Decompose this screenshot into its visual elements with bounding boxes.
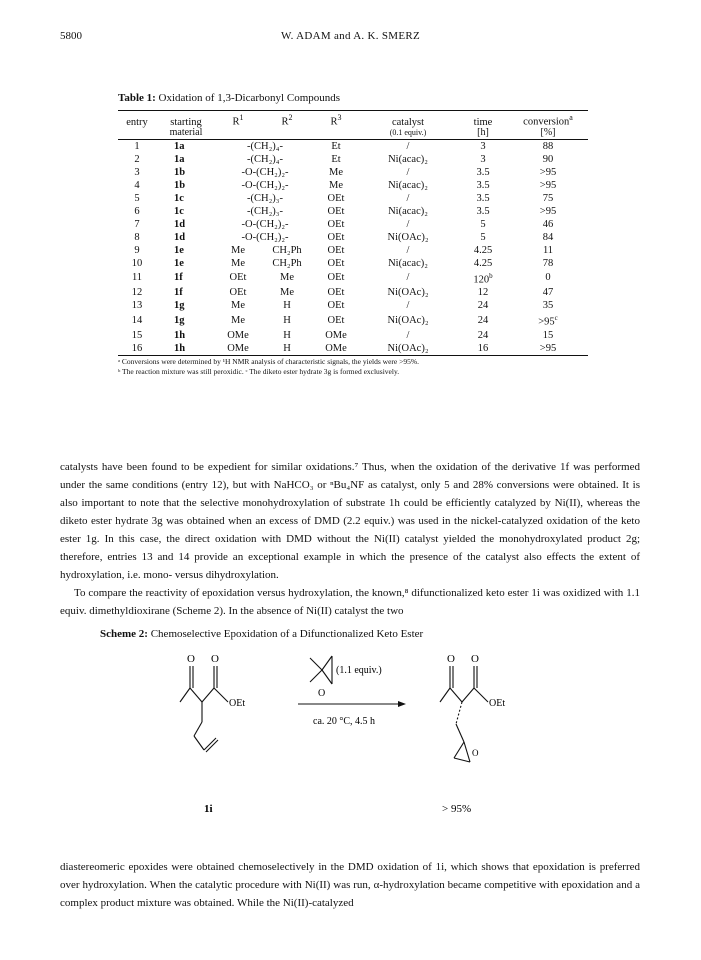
cell-material: 1d [174, 231, 186, 243]
table-footnotes [118, 357, 588, 377]
ester-o-left: O [211, 653, 219, 665]
cell-r2: H [260, 342, 314, 356]
cell-r3: OEt [327, 300, 345, 311]
cell-material: 1f [174, 272, 183, 284]
cell-r1-r2: -O-(CH₂)₂- [241, 231, 289, 243]
running-head: W. ADAM and A. K. SMERZ [280, 30, 421, 42]
cell-material: 1h [156, 342, 216, 356]
cell-entry: 3 [134, 166, 140, 178]
cell-time: 16 [458, 342, 508, 356]
header-catalyst-equiv: (0.1 equiv.) [358, 128, 458, 140]
cell-conversion: 0 [545, 272, 551, 284]
table-row [118, 329, 588, 342]
cell-r3: OEt [327, 218, 345, 230]
cell-entry: 4 [134, 179, 140, 191]
cell-r2: H [283, 329, 291, 341]
cell-r1: Me [231, 300, 245, 311]
arrow-head [398, 701, 406, 707]
table-row [118, 286, 588, 299]
cell-material: 1c [174, 205, 184, 217]
cell-r3: OEt [327, 272, 345, 284]
cell-r1: Me [231, 257, 245, 269]
cell-catalyst: / [406, 140, 410, 152]
cell-material: 1f [174, 287, 183, 298]
table-row [118, 270, 588, 287]
cell-r1-r2: -(CH₂)₃- [247, 192, 283, 204]
cell-conversion: 75 [542, 192, 554, 204]
paragraph-2: To compare the reactivity of epoxidation versus hydroxylation, the known,⁸ difunctionalized keto ester 1i was oxidized with 1.1 equiv. dimethyldioxirane (Scheme 2). In the absence of Ni(II) catalyst the two [60, 587, 640, 617]
cell-entry: 6 [134, 205, 140, 217]
cell-conversion: 47 [542, 287, 554, 298]
cell-material: 1d [174, 218, 186, 230]
yield-label: > 95% [442, 803, 472, 815]
header-r2: $R^2$ [260, 111, 314, 128]
cell-time: 12 [477, 287, 489, 298]
table-row [118, 244, 588, 257]
header-conversion-unit: [%] [508, 128, 588, 140]
cell-r3: OMe [314, 342, 358, 356]
cell-entry: 8 [134, 231, 140, 243]
footnote-bc: ᵇ The reaction mixture was still peroxidic. ᶜ The diketo ester hydrate 3g is formed exclusively. [118, 366, 400, 376]
scheme-caption [100, 628, 423, 640]
cell-r3: Me [329, 179, 343, 191]
reaction-conditions: ca. 20 °C, 4.5 h [313, 716, 376, 727]
cell-time: 4.25 [473, 257, 493, 269]
oet-left: OEt [229, 698, 246, 709]
cell-time: 24 [477, 329, 489, 341]
cell-conversion: 15 [542, 329, 554, 341]
reagent-equiv: (1.1 equiv.) [336, 665, 382, 676]
cell-conversion: 35 [542, 300, 554, 311]
table-row [118, 166, 588, 179]
page-header [60, 30, 641, 46]
paragraph-1: catalysts have been found to be expedient for similar oxidations.⁷ Thus, when the oxidation of the derivative 1f was performed under the same conditions (entry 12), but with NaHCO₃ or ⁿBu₄NF as catalyst, only 5 and 28% conversions were obtained. It is also important to note that the selective monohydroxylation of substrate 1h could be efficiently catalyzed by Ni(II), whereas the diketo ester hydrate 3g was obtained when an excess of DMD (2.2 equiv.) was used in the nickel-catalyzed oxidation of the keto ester 1g. In this case, the direct oxidation with DMD without the Ni(II) catalyst yielded the monohydroxylated product 2g; therefore, entries 13 and 14 provide an exceptional example in which the presence of the catalyst also effects the extent of hydroxylation, i.e. mono- versus dihydroxylation. [60, 461, 640, 581]
cell-r2: Me [280, 272, 294, 284]
cell-r2: H [283, 300, 291, 311]
scheme-drawing [150, 640, 570, 840]
scheme-caption-label: Scheme 2: [100, 628, 148, 640]
cell-r1-r2: -(CH₂)₄- [247, 140, 283, 152]
cell-time: 24 [477, 300, 489, 311]
header-r1: $R^1$ [216, 111, 260, 128]
substrate-structure [180, 666, 228, 752]
table-title-text: Oxidation of 1,3-Dicarbonyl Compounds [158, 92, 341, 104]
cell-r2: H [283, 314, 291, 326]
table-row [118, 218, 588, 231]
cell-r1: Me [231, 244, 245, 256]
cell-r1-r2: -(CH₂)₄- [247, 153, 283, 165]
cell-conversion: 46 [542, 218, 554, 230]
cell-r1: Me [231, 314, 245, 326]
oet-right: OEt [489, 698, 506, 709]
cell-r2: CH₂Ph [272, 257, 302, 269]
table-row [118, 192, 588, 205]
cell-entry: 12 [131, 287, 143, 298]
cell-catalyst: / [406, 244, 410, 256]
table-row [118, 342, 588, 356]
cell-catalyst: / [406, 300, 410, 311]
cell-r1: OMe [227, 329, 249, 341]
cell-material: 1a [174, 153, 185, 165]
cell-r1: OEt [229, 287, 247, 298]
table-body [118, 139, 588, 355]
cell-catalyst: / [406, 272, 410, 284]
cell-conversion: >95 [539, 205, 557, 217]
cell-time: 3 [480, 140, 486, 152]
cell-entry: 5 [134, 192, 140, 204]
cell-r3: OEt [327, 231, 345, 243]
cell-r3: OMe [325, 329, 347, 341]
cell-conversion: 11 [542, 244, 554, 256]
cell-conversion: 90 [542, 153, 554, 165]
cell-conversion: >95 [508, 342, 588, 356]
header-conversion: conversion$^a$ [508, 111, 588, 128]
table-title [118, 92, 588, 104]
scheme-2 [150, 640, 570, 840]
table-row [118, 299, 588, 312]
cell-time: 3.5 [476, 166, 490, 178]
cell-r3: Me [329, 166, 343, 178]
paragraph-3: diastereomeric epoxides were obtained chemoselectively in the DMD oxidation of 1i, which shows that epoxidation is preferred over hydroxylation. When the catalytic procedure with Ni(II) was run, α-hydroxylation became competitive with epoxidation and a complex product mixture was obtained. While the Ni(II)-catalyzed [60, 861, 640, 909]
dmd-o-label: O [318, 688, 326, 699]
table-row [118, 179, 588, 192]
cell-time: 3 [480, 153, 486, 165]
cell-conversion: 88 [542, 140, 554, 152]
cell-entry: 14 [131, 314, 143, 326]
cell-material: 1e [174, 244, 184, 256]
cell-r3: OEt [327, 257, 345, 269]
cell-catalyst: Ni(acac)₂ [388, 153, 428, 165]
cell-r3: OEt [327, 192, 345, 204]
table-row [118, 139, 588, 153]
cell-r3: OEt [327, 287, 345, 298]
cell-catalyst: Ni(OAc)₂ [358, 342, 458, 356]
table-row [118, 205, 588, 218]
cell-r2: Me [280, 287, 294, 298]
cell-catalyst: Ni(OAc)₂ [387, 231, 429, 243]
cell-catalyst: Ni(OAc)₂ [387, 287, 429, 298]
header-starting: starting [156, 111, 216, 128]
scheme-caption-text: Chemoselective Epoxidation of a Difunctionalized Keto Ester [150, 628, 424, 640]
cell-entry: 2 [134, 153, 140, 165]
cell-r1-r2: -O-(CH₂)₂- [241, 166, 289, 178]
header-material: material [156, 128, 216, 140]
cell-time: 5 [480, 231, 486, 243]
table-row [118, 231, 588, 244]
header-entry: entry [118, 111, 156, 128]
cell-material: 1b [174, 166, 186, 178]
cell-r1-r2: -O-(CH₂)₂- [241, 179, 289, 191]
cell-r1: OMe [216, 342, 260, 356]
cell-time: 3.5 [476, 192, 490, 204]
cell-entry: 10 [131, 257, 143, 269]
cell-r1: OEt [229, 272, 247, 284]
cell-time: 24 [477, 314, 489, 326]
ester-o-right: O [471, 653, 479, 665]
epoxide-o: O [472, 748, 479, 758]
table-row [118, 153, 588, 166]
page-number: 5800 [60, 30, 82, 42]
cell-r3: OEt [327, 244, 345, 256]
cell-r1-r2: -O-(CH₂)₂- [241, 218, 289, 230]
cell-entry: 15 [131, 329, 143, 341]
cell-conversion: 78 [542, 257, 554, 269]
cell-entry: 11 [131, 272, 143, 284]
cell-catalyst: Ni(OAc)₂ [387, 314, 429, 326]
table-row [118, 312, 588, 329]
cell-material: 1h [174, 329, 186, 341]
cell-conversion: >95 [539, 166, 557, 178]
cell-material: 1a [174, 140, 185, 152]
table-title-label: Table 1: [118, 92, 156, 104]
cell-entry: 7 [134, 218, 140, 230]
table-row [118, 257, 588, 270]
cell-r3: Et [331, 140, 341, 152]
substrate-label: 1i [204, 803, 213, 815]
cell-time: 120$^b$ [473, 271, 493, 285]
cell-catalyst: / [406, 166, 410, 178]
cell-entry: 13 [131, 300, 143, 311]
cell-material: 1b [174, 179, 186, 191]
cell-material: 1g [174, 314, 185, 326]
cell-time: 5 [480, 218, 486, 230]
body-text-lower [60, 858, 640, 912]
cell-catalyst: / [406, 192, 410, 204]
header-catalyst: catalyst [358, 111, 458, 128]
cell-catalyst: Ni(acac)₂ [388, 257, 428, 269]
cell-time: 3.5 [476, 205, 490, 217]
cell-entry: 1 [134, 140, 140, 152]
dmd-structure [310, 656, 332, 684]
cell-time: 3.5 [476, 179, 490, 191]
cell-conversion: $>95^c$ [538, 314, 558, 328]
cell-entry: 16 [118, 342, 156, 356]
cell-r2: CH₂Ph [272, 244, 302, 256]
cell-conversion: >95 [539, 179, 557, 191]
cell-time: 4.25 [473, 244, 493, 256]
cell-r1-r2: -(CH₂)₃- [247, 205, 283, 217]
ketone-o-left: O [187, 653, 195, 665]
cell-entry: 9 [134, 244, 140, 256]
table-1 [118, 92, 588, 377]
header-r3: $R^3$ [314, 111, 358, 128]
cell-material: 1g [174, 300, 185, 311]
cell-catalyst: / [406, 329, 410, 341]
header-time: time [458, 111, 508, 128]
cell-catalyst: / [406, 218, 410, 230]
product-structure [440, 666, 488, 762]
cell-r3: OEt [327, 314, 345, 326]
cell-material: 1c [174, 192, 184, 204]
cell-r3: OEt [327, 205, 345, 217]
data-table [118, 110, 588, 356]
body-text-upper [60, 458, 640, 620]
cell-conversion: 84 [542, 231, 554, 243]
footnote-a: ᵃ Conversions were determined by ¹H NMR analysis of characteristic signals, the yields were >95%. [118, 356, 419, 366]
cell-material: 1e [174, 257, 184, 269]
cell-catalyst: Ni(acac)₂ [388, 179, 428, 191]
cell-r3: Et [331, 153, 341, 165]
header-time-unit: [h] [458, 128, 508, 140]
cell-catalyst: Ni(acac)₂ [388, 205, 428, 217]
ketone-o-right: O [447, 653, 455, 665]
